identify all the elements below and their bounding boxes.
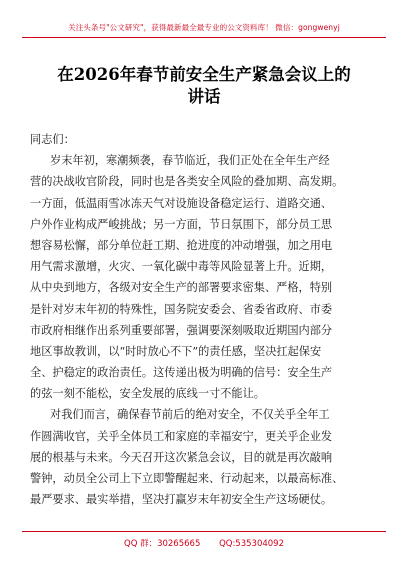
header-divider bbox=[22, 37, 386, 38]
header-banner: 关注头条号"公文研究"，获得最新最全最专业的公文资料库！ 微信：gongwenyj bbox=[68, 23, 340, 32]
document-title bbox=[30, 64, 378, 108]
body-line: 岁末年初，寒潮频袭，春节临近，我们正处在全年生产经 bbox=[50, 154, 330, 168]
body-line: 想容易松懈，部分单位赶工期、抢进度的冲动增强，加之用电 bbox=[30, 238, 333, 252]
body-line: 一方面，低温雨雪冰冻天气对设施设备稳定运行、道路交通、 bbox=[30, 196, 333, 210]
body-line: 的弦一刻不能松，安全发展的底线一寸不能让。 bbox=[30, 387, 265, 401]
title-line-1: 在2026年春节前安全生产紧急会议上的 bbox=[57, 65, 351, 84]
body-line: 户外作业构成严峻挑战；另一方面，节日氛围下，部分员工思 bbox=[30, 217, 333, 231]
body-line: 营的决战收官阶段，同时也是各类安全风险的叠加期、高发期。 bbox=[30, 175, 344, 189]
body-line: 全、护稳定的政治责任。这传递出极为明确的信号：安全生产 bbox=[30, 366, 333, 380]
body-line: 展的根基与未来。今天召开这次紧急会议，目的就是再次敲响 bbox=[30, 450, 333, 464]
footer bbox=[0, 537, 408, 549]
body-line: 最严要求、最实举措，坚决打赢岁末年初安全生产这场硬仗。 bbox=[30, 493, 333, 507]
body-line: 警钟，动员全公司上下立即警醒起来、行动起来，以最高标准、 bbox=[30, 472, 344, 485]
document-body bbox=[30, 129, 378, 510]
footer-qq-number: QQ:535304092 bbox=[219, 539, 284, 549]
body-line: 作圆满收官，关乎全体员工和家庭的幸福安宁，更关乎企业发 bbox=[30, 429, 333, 443]
body-line: 对我们而言，确保春节前后的绝对安全，不仅关乎全年工 bbox=[50, 408, 330, 422]
footer-divider bbox=[22, 531, 386, 532]
body-line: 用气需求激增，火灾、一氧化碳中毒等风险显著上升。近期， bbox=[30, 260, 333, 274]
body-line: 市政府相继作出系列重要部署，强调要深刻吸取近期国内部分 bbox=[30, 323, 333, 337]
body-line: 地区事故教训，以“时时放心不下”的责任感，坚决扛起保安 bbox=[30, 344, 322, 358]
title-line-2: 讲话 bbox=[187, 87, 221, 106]
body-line: 从中央到地方，各级对安全生产的部署要求密集、严格，特别 bbox=[30, 281, 333, 295]
body-line: 是针对岁末年初的特殊性，国务院安委会、省委省政府、市委 bbox=[30, 302, 333, 316]
salutation: 同志们： bbox=[30, 133, 75, 146]
footer-qq-group: QQ 群：30265665 bbox=[124, 539, 201, 549]
